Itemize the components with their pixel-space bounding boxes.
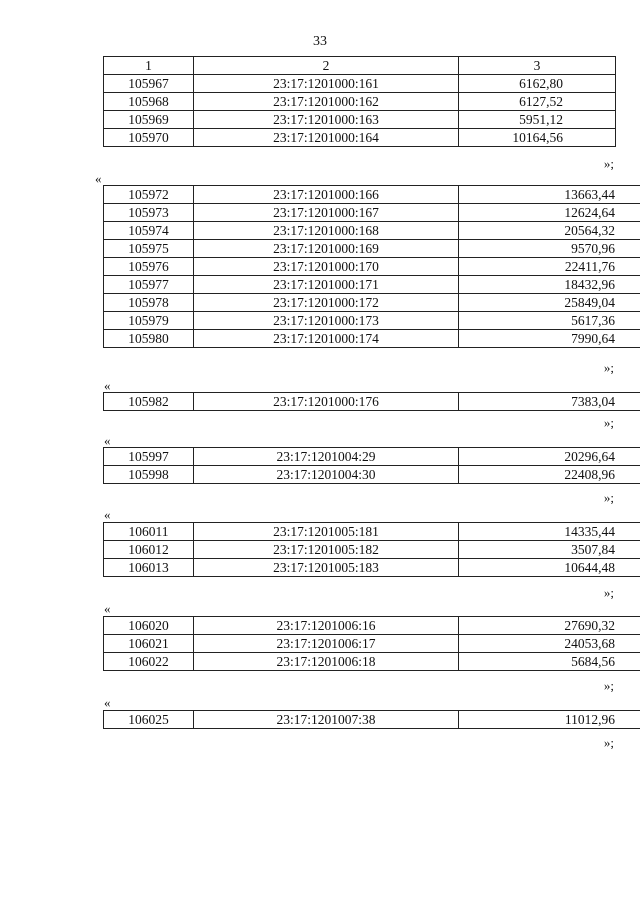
table-row [104,93,616,111]
cadastral-number: 23:17:1201000:172 [194,294,459,312]
table-row [104,711,640,729]
table-row [104,541,640,559]
cadastral-number: 23:17:1201000:166 [194,186,459,204]
record-number: 106022 [104,653,194,671]
table-row [104,294,640,312]
area-value: 13663,44 [459,186,640,204]
area-value: 6162,80 [459,75,616,93]
area-value: 25849,04 [459,294,640,312]
cadastral-number: 23:17:1201005:183 [194,559,459,577]
close-quote: »; [603,735,614,750]
cadastral-number: 23:17:1201000:176 [194,393,459,411]
table-row [104,129,616,147]
close-quote: »; [603,585,614,600]
area-value: 24053,68 [459,635,640,653]
area-value: 5617,36 [459,312,640,330]
cadastral-number: 23:17:1201000:174 [194,330,459,348]
table-block-2 [103,185,614,348]
table-block-5 [103,522,614,577]
area-value: 9570,96 [459,240,640,258]
open-quote: « [104,378,111,393]
table-header-row [104,57,616,75]
record-number: 105982 [104,393,194,411]
cadastral-number: 23:17:1201000:168 [194,222,459,240]
table-row [104,523,640,541]
area-value: 12624,64 [459,204,640,222]
open-quote: « [104,695,111,710]
parcel-table [103,392,640,411]
open-quote: « [104,507,111,522]
close-quote: »; [603,678,614,693]
table-row [104,653,640,671]
table-row [104,111,616,129]
close-quote: »; [603,360,614,375]
record-number: 105970 [104,129,194,147]
cadastral-number: 23:17:1201007:38 [194,711,459,729]
record-number: 105978 [104,294,194,312]
record-number: 105975 [104,240,194,258]
record-number: 105973 [104,204,194,222]
parcel-table [103,522,640,577]
record-number: 106020 [104,617,194,635]
table-row [104,204,640,222]
cadastral-number: 23:17:1201000:163 [194,111,459,129]
open-quote: « [95,171,102,186]
record-number: 106021 [104,635,194,653]
close-quote: »; [603,156,614,171]
page-number: 33 [313,34,327,49]
column-header-3: 3 [459,57,616,75]
record-number: 105979 [104,312,194,330]
area-value: 11012,96 [459,711,640,729]
table-row [104,330,640,348]
table-row [104,312,640,330]
table-row [104,448,640,466]
table-block-6 [103,616,614,671]
area-value: 5951,12 [459,111,616,129]
table-row [104,559,640,577]
record-number: 106011 [104,523,194,541]
cadastral-number: 23:17:1201000:173 [194,312,459,330]
table-row [104,75,616,93]
record-number: 105969 [104,111,194,129]
table-block-7 [103,710,614,729]
record-number: 105974 [104,222,194,240]
parcel-table [103,56,616,147]
open-quote: « [104,601,111,616]
cadastral-number: 23:17:1201005:181 [194,523,459,541]
record-number: 106012 [104,541,194,559]
record-number: 106025 [104,711,194,729]
area-value: 14335,44 [459,523,640,541]
close-quote: »; [603,415,614,430]
area-value: 5684,56 [459,653,640,671]
cadastral-number: 23:17:1201000:162 [194,93,459,111]
area-value: 7383,04 [459,393,640,411]
parcel-table [103,185,640,348]
cadastral-number: 23:17:1201005:182 [194,541,459,559]
area-value: 3507,84 [459,541,640,559]
table-row [104,258,640,276]
table-row [104,466,640,484]
table-block-3 [103,392,614,411]
parcel-table [103,710,640,729]
cadastral-number: 23:17:1201000:169 [194,240,459,258]
table-block-4 [103,447,614,484]
record-number: 105977 [104,276,194,294]
area-value: 22411,76 [459,258,640,276]
table-row [104,393,640,411]
area-value: 10644,48 [459,559,640,577]
area-value: 10164,56 [459,129,616,147]
table-block-1 [103,56,614,147]
table-row [104,240,640,258]
column-header-2: 2 [194,57,459,75]
area-value: 7990,64 [459,330,640,348]
record-number: 105976 [104,258,194,276]
cadastral-number: 23:17:1201000:167 [194,204,459,222]
close-quote: »; [603,490,614,505]
table-row [104,617,640,635]
area-value: 18432,96 [459,276,640,294]
area-value: 27690,32 [459,617,640,635]
table-row [104,222,640,240]
record-number: 105998 [104,466,194,484]
record-number: 105968 [104,93,194,111]
cadastral-number: 23:17:1201004:30 [194,466,459,484]
table-row [104,186,640,204]
cadastral-number: 23:17:1201006:16 [194,617,459,635]
open-quote: « [104,433,111,448]
record-number: 105967 [104,75,194,93]
area-value: 6127,52 [459,93,616,111]
parcel-table [103,616,640,671]
record-number: 106013 [104,559,194,577]
column-header-1: 1 [104,57,194,75]
table-row [104,276,640,294]
record-number: 105997 [104,448,194,466]
area-value: 20564,32 [459,222,640,240]
parcel-table [103,447,640,484]
record-number: 105980 [104,330,194,348]
cadastral-number: 23:17:1201000:170 [194,258,459,276]
record-number: 105972 [104,186,194,204]
area-value: 22408,96 [459,466,640,484]
table-row [104,635,640,653]
area-value: 20296,64 [459,448,640,466]
cadastral-number: 23:17:1201000:164 [194,129,459,147]
cadastral-number: 23:17:1201000:161 [194,75,459,93]
cadastral-number: 23:17:1201006:18 [194,653,459,671]
cadastral-number: 23:17:1201004:29 [194,448,459,466]
cadastral-number: 23:17:1201006:17 [194,635,459,653]
cadastral-number: 23:17:1201000:171 [194,276,459,294]
